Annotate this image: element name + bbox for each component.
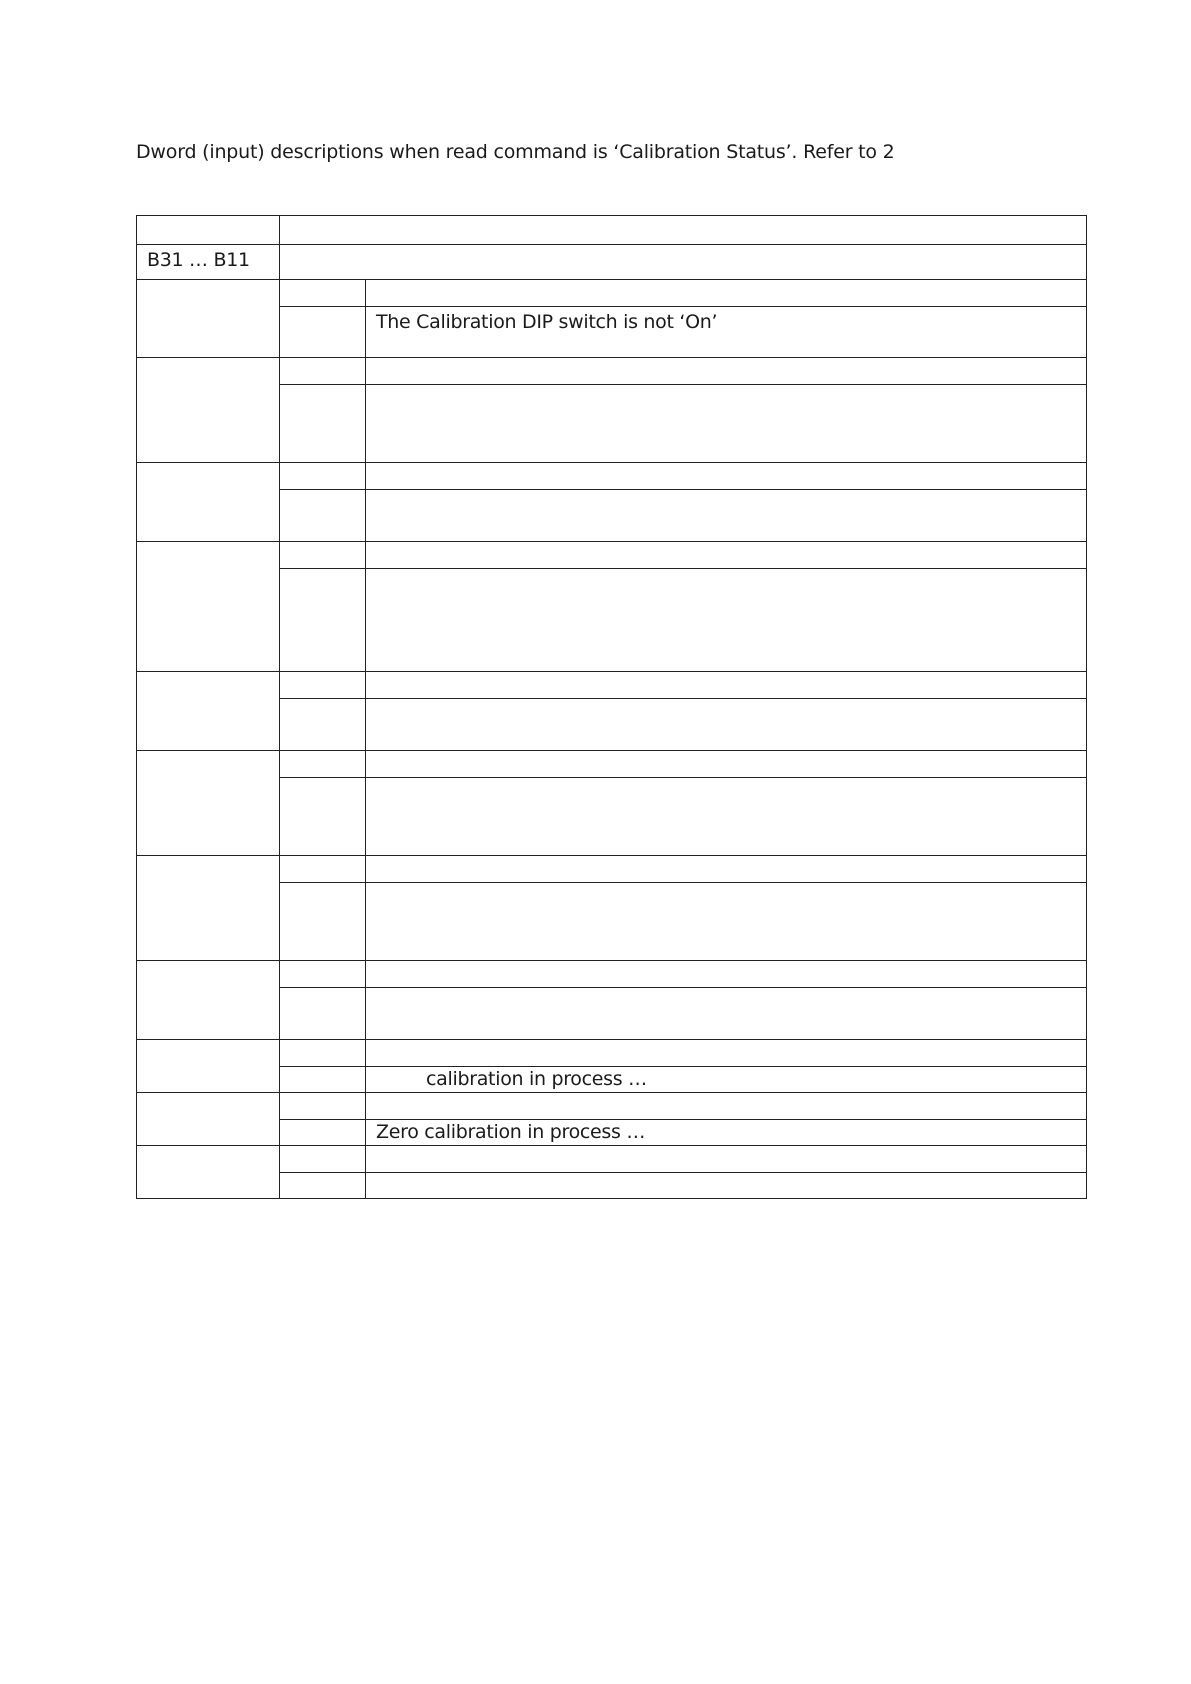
header-bits-cell — [137, 216, 280, 245]
value-cell — [280, 1040, 366, 1067]
text-cell — [366, 1093, 1087, 1120]
text-cell — [366, 751, 1087, 778]
table-row — [137, 1040, 1087, 1067]
value-cell — [280, 1093, 366, 1120]
bit-cell — [137, 856, 280, 961]
table-row — [137, 699, 1087, 751]
value-cell — [280, 751, 366, 778]
table-row — [137, 245, 1087, 280]
text-cell — [366, 672, 1087, 699]
table-row — [137, 358, 1087, 385]
table-row — [137, 1093, 1087, 1120]
table-row — [137, 490, 1087, 542]
table-row — [137, 778, 1087, 856]
header-description-cell — [280, 216, 1087, 245]
value-cell — [280, 1120, 366, 1146]
value-cell — [280, 699, 366, 751]
table-row — [137, 672, 1087, 699]
intro-paragraph: Dword (input) descriptions when read command is ‘Calibration Status’. Refer to 2 — [136, 141, 895, 163]
text-cell — [366, 569, 1087, 672]
text-cell — [366, 490, 1087, 542]
value-cell — [280, 358, 366, 385]
table-row — [137, 542, 1087, 569]
value-cell — [280, 856, 366, 883]
bit-range-description-cell — [280, 245, 1087, 280]
table-row — [137, 385, 1087, 463]
text-cell — [366, 699, 1087, 751]
calibration-status-table — [136, 215, 1087, 1199]
text-cell — [366, 883, 1087, 961]
value-cell — [280, 1173, 366, 1199]
table-row — [137, 1067, 1087, 1093]
table-row — [137, 856, 1087, 883]
table-row — [137, 463, 1087, 490]
bit-cell — [137, 542, 280, 672]
text-cell — [366, 856, 1087, 883]
table-row — [137, 1146, 1087, 1173]
text-cell — [366, 463, 1087, 490]
text-cell: calibration in process … — [366, 1067, 1087, 1093]
bit-range-cell: B31 … B11 — [137, 245, 280, 280]
value-cell — [280, 1067, 366, 1093]
value-cell — [280, 542, 366, 569]
bit-cell — [137, 961, 280, 1040]
bit-cell — [137, 280, 280, 358]
table-row — [137, 1173, 1087, 1199]
text-cell — [366, 1173, 1087, 1199]
value-cell — [280, 988, 366, 1040]
text-cell: Zero calibration in process … — [366, 1120, 1087, 1146]
text-cell — [366, 1146, 1087, 1173]
table-row — [137, 1120, 1087, 1146]
value-cell — [280, 280, 366, 307]
text-cell — [366, 280, 1087, 307]
value-cell — [280, 778, 366, 856]
value-cell — [280, 490, 366, 542]
value-cell — [280, 307, 366, 358]
table-row — [137, 883, 1087, 961]
table-row — [137, 569, 1087, 672]
value-cell — [280, 672, 366, 699]
table-row — [137, 751, 1087, 778]
bit-cell — [137, 463, 280, 542]
value-cell — [280, 569, 366, 672]
text-cell — [366, 385, 1087, 463]
text-cell — [366, 1040, 1087, 1067]
bit-cell — [137, 1093, 280, 1146]
bit-cell — [137, 751, 280, 856]
bit-cell — [137, 672, 280, 751]
table-header-row — [137, 216, 1087, 245]
value-cell — [280, 883, 366, 961]
text-cell: The Calibration DIP switch is not ‘On’ — [366, 307, 1087, 358]
table-row — [137, 280, 1087, 307]
text-cell — [366, 542, 1087, 569]
text-cell — [366, 961, 1087, 988]
text-cell — [366, 988, 1087, 1040]
text-cell — [366, 358, 1087, 385]
value-cell — [280, 385, 366, 463]
value-cell — [280, 463, 366, 490]
value-cell — [280, 961, 366, 988]
value-cell — [280, 1146, 366, 1173]
table-row — [137, 307, 1087, 358]
table-row — [137, 961, 1087, 988]
bit-cell — [137, 358, 280, 463]
table-row — [137, 988, 1087, 1040]
text-cell — [366, 778, 1087, 856]
bit-cell — [137, 1146, 280, 1199]
bit-cell — [137, 1040, 280, 1093]
